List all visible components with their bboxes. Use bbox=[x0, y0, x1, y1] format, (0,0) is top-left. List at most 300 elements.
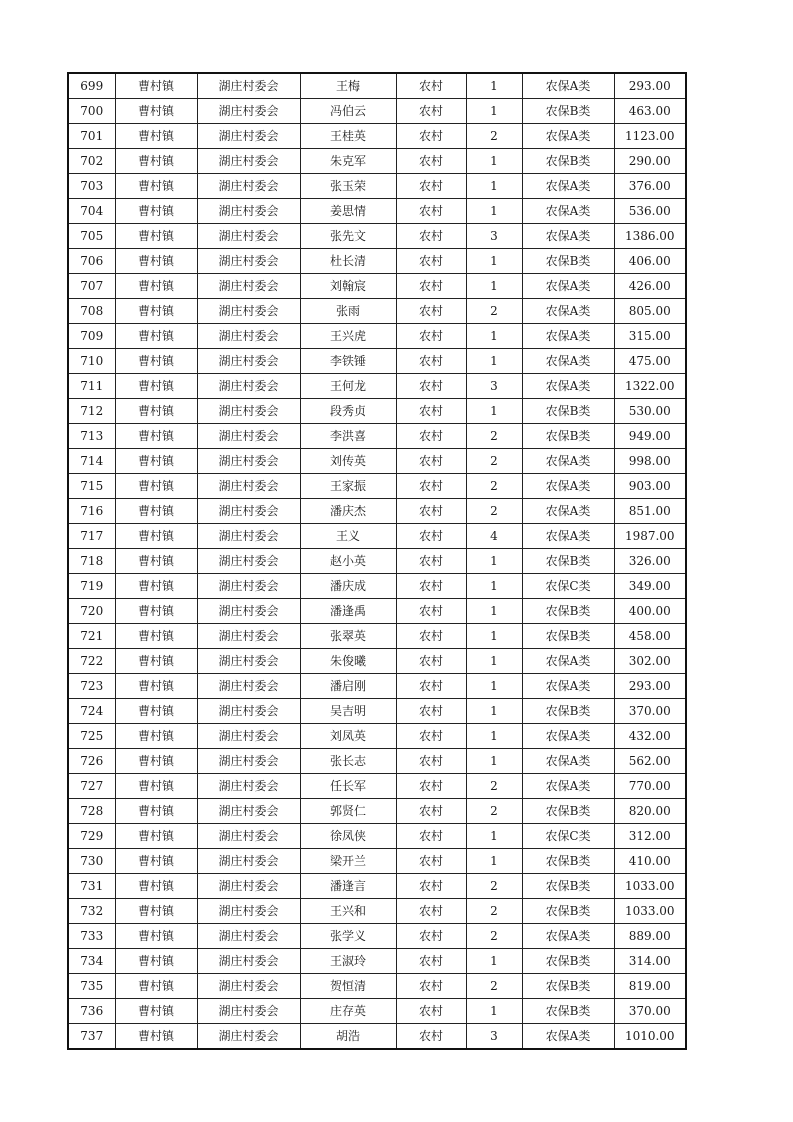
name-cell: 王兴和 bbox=[300, 899, 396, 924]
household-count-cell: 2 bbox=[466, 874, 522, 899]
committee-cell: 湖庄村委会 bbox=[197, 649, 300, 674]
name-cell: 段秀贞 bbox=[300, 399, 396, 424]
area-type-cell: 农村 bbox=[396, 549, 466, 574]
table-row bbox=[68, 73, 686, 99]
table-row bbox=[68, 699, 686, 724]
name-cell: 胡浩 bbox=[300, 1024, 396, 1050]
household-count-cell: 1 bbox=[466, 199, 522, 224]
amount-cell: 1987.00 bbox=[614, 524, 686, 549]
row-number-cell: 709 bbox=[68, 324, 115, 349]
amount-cell: 889.00 bbox=[614, 924, 686, 949]
committee-cell: 湖庄村委会 bbox=[197, 699, 300, 724]
row-number-cell: 713 bbox=[68, 424, 115, 449]
town-cell: 曹村镇 bbox=[115, 374, 197, 399]
amount-cell: 536.00 bbox=[614, 199, 686, 224]
name-cell: 赵小英 bbox=[300, 549, 396, 574]
row-number-cell: 716 bbox=[68, 499, 115, 524]
area-type-cell: 农村 bbox=[396, 499, 466, 524]
amount-cell: 315.00 bbox=[614, 324, 686, 349]
area-type-cell: 农村 bbox=[396, 99, 466, 124]
area-type-cell: 农村 bbox=[396, 349, 466, 374]
row-number-cell: 725 bbox=[68, 724, 115, 749]
name-cell: 梁开兰 bbox=[300, 849, 396, 874]
town-cell: 曹村镇 bbox=[115, 249, 197, 274]
insurance-category-cell: 农保A类 bbox=[522, 774, 614, 799]
amount-cell: 463.00 bbox=[614, 99, 686, 124]
town-cell: 曹村镇 bbox=[115, 799, 197, 824]
town-cell: 曹村镇 bbox=[115, 699, 197, 724]
table-row bbox=[68, 349, 686, 374]
town-cell: 曹村镇 bbox=[115, 499, 197, 524]
area-type-cell: 农村 bbox=[396, 474, 466, 499]
row-number-cell: 707 bbox=[68, 274, 115, 299]
name-cell: 李铁锤 bbox=[300, 349, 396, 374]
area-type-cell: 农村 bbox=[396, 799, 466, 824]
household-count-cell: 2 bbox=[466, 974, 522, 999]
name-cell: 庄存英 bbox=[300, 999, 396, 1024]
insurance-category-cell: 农保A类 bbox=[522, 749, 614, 774]
town-cell: 曹村镇 bbox=[115, 174, 197, 199]
area-type-cell: 农村 bbox=[396, 649, 466, 674]
name-cell: 潘启刚 bbox=[300, 674, 396, 699]
committee-cell: 湖庄村委会 bbox=[197, 149, 300, 174]
name-cell: 张长志 bbox=[300, 749, 396, 774]
household-count-cell: 1 bbox=[466, 99, 522, 124]
committee-cell: 湖庄村委会 bbox=[197, 124, 300, 149]
insurance-category-cell: 农保A类 bbox=[522, 299, 614, 324]
committee-cell: 湖庄村委会 bbox=[197, 449, 300, 474]
insurance-category-cell: 农保B类 bbox=[522, 699, 614, 724]
area-type-cell: 农村 bbox=[396, 324, 466, 349]
name-cell: 张先文 bbox=[300, 224, 396, 249]
area-type-cell: 农村 bbox=[396, 699, 466, 724]
area-type-cell: 农村 bbox=[396, 149, 466, 174]
area-type-cell: 农村 bbox=[396, 724, 466, 749]
committee-cell: 湖庄村委会 bbox=[197, 299, 300, 324]
town-cell: 曹村镇 bbox=[115, 524, 197, 549]
name-cell: 朱克军 bbox=[300, 149, 396, 174]
committee-cell: 湖庄村委会 bbox=[197, 73, 300, 99]
name-cell: 潘庆杰 bbox=[300, 499, 396, 524]
household-count-cell: 2 bbox=[466, 424, 522, 449]
committee-cell: 湖庄村委会 bbox=[197, 974, 300, 999]
insurance-category-cell: 农保A类 bbox=[522, 274, 614, 299]
name-cell: 张玉荣 bbox=[300, 174, 396, 199]
row-number-cell: 728 bbox=[68, 799, 115, 824]
area-type-cell: 农村 bbox=[396, 999, 466, 1024]
name-cell: 吴吉明 bbox=[300, 699, 396, 724]
amount-cell: 293.00 bbox=[614, 73, 686, 99]
table-row bbox=[68, 99, 686, 124]
town-cell: 曹村镇 bbox=[115, 724, 197, 749]
insurance-category-cell: 农保B类 bbox=[522, 399, 614, 424]
committee-cell: 湖庄村委会 bbox=[197, 999, 300, 1024]
row-number-cell: 708 bbox=[68, 299, 115, 324]
name-cell: 张学义 bbox=[300, 924, 396, 949]
household-count-cell: 1 bbox=[466, 399, 522, 424]
committee-cell: 湖庄村委会 bbox=[197, 749, 300, 774]
table-row bbox=[68, 574, 686, 599]
area-type-cell: 农村 bbox=[396, 274, 466, 299]
area-type-cell: 农村 bbox=[396, 224, 466, 249]
insurance-category-cell: 农保B类 bbox=[522, 949, 614, 974]
town-cell: 曹村镇 bbox=[115, 424, 197, 449]
household-count-cell: 2 bbox=[466, 124, 522, 149]
area-type-cell: 农村 bbox=[396, 73, 466, 99]
town-cell: 曹村镇 bbox=[115, 874, 197, 899]
table-row bbox=[68, 974, 686, 999]
amount-cell: 290.00 bbox=[614, 149, 686, 174]
committee-cell: 湖庄村委会 bbox=[197, 624, 300, 649]
table-row bbox=[68, 624, 686, 649]
amount-cell: 302.00 bbox=[614, 649, 686, 674]
name-cell: 王义 bbox=[300, 524, 396, 549]
area-type-cell: 农村 bbox=[396, 849, 466, 874]
amount-cell: 851.00 bbox=[614, 499, 686, 524]
committee-cell: 湖庄村委会 bbox=[197, 174, 300, 199]
row-number-cell: 723 bbox=[68, 674, 115, 699]
committee-cell: 湖庄村委会 bbox=[197, 249, 300, 274]
town-cell: 曹村镇 bbox=[115, 999, 197, 1024]
name-cell: 潘庆成 bbox=[300, 574, 396, 599]
area-type-cell: 农村 bbox=[396, 124, 466, 149]
amount-cell: 370.00 bbox=[614, 999, 686, 1024]
name-cell: 徐凤侠 bbox=[300, 824, 396, 849]
table-row bbox=[68, 124, 686, 149]
insurance-category-cell: 农保A类 bbox=[522, 199, 614, 224]
household-count-cell: 2 bbox=[466, 449, 522, 474]
table-row bbox=[68, 799, 686, 824]
insurance-category-cell: 农保A类 bbox=[522, 73, 614, 99]
table-row bbox=[68, 174, 686, 199]
committee-cell: 湖庄村委会 bbox=[197, 524, 300, 549]
area-type-cell: 农村 bbox=[396, 374, 466, 399]
amount-cell: 376.00 bbox=[614, 174, 686, 199]
row-number-cell: 711 bbox=[68, 374, 115, 399]
amount-cell: 432.00 bbox=[614, 724, 686, 749]
table-row bbox=[68, 299, 686, 324]
name-cell: 杜长清 bbox=[300, 249, 396, 274]
row-number-cell: 736 bbox=[68, 999, 115, 1024]
row-number-cell: 717 bbox=[68, 524, 115, 549]
insurance-category-cell: 农保A类 bbox=[522, 324, 614, 349]
committee-cell: 湖庄村委会 bbox=[197, 924, 300, 949]
insurance-category-cell: 农保B类 bbox=[522, 149, 614, 174]
household-count-cell: 1 bbox=[466, 724, 522, 749]
row-number-cell: 721 bbox=[68, 624, 115, 649]
amount-cell: 293.00 bbox=[614, 674, 686, 699]
name-cell: 王淑玲 bbox=[300, 949, 396, 974]
committee-cell: 湖庄村委会 bbox=[197, 899, 300, 924]
insurance-category-cell: 农保A类 bbox=[522, 474, 614, 499]
household-count-cell: 1 bbox=[466, 174, 522, 199]
table-row bbox=[68, 324, 686, 349]
area-type-cell: 农村 bbox=[396, 749, 466, 774]
insurance-category-cell: 农保B类 bbox=[522, 999, 614, 1024]
area-type-cell: 农村 bbox=[396, 399, 466, 424]
table-row bbox=[68, 199, 686, 224]
amount-cell: 1033.00 bbox=[614, 899, 686, 924]
row-number-cell: 731 bbox=[68, 874, 115, 899]
amount-cell: 998.00 bbox=[614, 449, 686, 474]
household-count-cell: 1 bbox=[466, 599, 522, 624]
committee-cell: 湖庄村委会 bbox=[197, 774, 300, 799]
row-number-cell: 701 bbox=[68, 124, 115, 149]
household-count-cell: 3 bbox=[466, 224, 522, 249]
area-type-cell: 农村 bbox=[396, 424, 466, 449]
insurance-category-cell: 农保C类 bbox=[522, 574, 614, 599]
amount-cell: 1322.00 bbox=[614, 374, 686, 399]
row-number-cell: 722 bbox=[68, 649, 115, 674]
table-row bbox=[68, 949, 686, 974]
insurance-category-cell: 农保A类 bbox=[522, 224, 614, 249]
household-count-cell: 1 bbox=[466, 674, 522, 699]
table-row bbox=[68, 749, 686, 774]
household-count-cell: 1 bbox=[466, 749, 522, 774]
row-number-cell: 719 bbox=[68, 574, 115, 599]
amount-cell: 406.00 bbox=[614, 249, 686, 274]
amount-cell: 530.00 bbox=[614, 399, 686, 424]
insurance-category-cell: 农保B类 bbox=[522, 99, 614, 124]
table-row bbox=[68, 224, 686, 249]
insurance-category-cell: 农保B类 bbox=[522, 849, 614, 874]
table-row bbox=[68, 674, 686, 699]
area-type-cell: 农村 bbox=[396, 824, 466, 849]
area-type-cell: 农村 bbox=[396, 449, 466, 474]
town-cell: 曹村镇 bbox=[115, 749, 197, 774]
committee-cell: 湖庄村委会 bbox=[197, 399, 300, 424]
amount-cell: 1010.00 bbox=[614, 1024, 686, 1050]
committee-cell: 湖庄村委会 bbox=[197, 324, 300, 349]
town-cell: 曹村镇 bbox=[115, 149, 197, 174]
row-number-cell: 705 bbox=[68, 224, 115, 249]
table-row bbox=[68, 399, 686, 424]
row-number-cell: 704 bbox=[68, 199, 115, 224]
name-cell: 张翠英 bbox=[300, 624, 396, 649]
area-type-cell: 农村 bbox=[396, 524, 466, 549]
name-cell: 郭贤仁 bbox=[300, 799, 396, 824]
household-count-cell: 1 bbox=[466, 574, 522, 599]
amount-cell: 903.00 bbox=[614, 474, 686, 499]
committee-cell: 湖庄村委会 bbox=[197, 574, 300, 599]
insurance-category-cell: 农保C类 bbox=[522, 824, 614, 849]
town-cell: 曹村镇 bbox=[115, 824, 197, 849]
name-cell: 冯伯云 bbox=[300, 99, 396, 124]
name-cell: 王梅 bbox=[300, 73, 396, 99]
town-cell: 曹村镇 bbox=[115, 324, 197, 349]
committee-cell: 湖庄村委会 bbox=[197, 874, 300, 899]
town-cell: 曹村镇 bbox=[115, 449, 197, 474]
name-cell: 王家振 bbox=[300, 474, 396, 499]
committee-cell: 湖庄村委会 bbox=[197, 949, 300, 974]
name-cell: 朱俊曦 bbox=[300, 649, 396, 674]
amount-cell: 370.00 bbox=[614, 699, 686, 724]
town-cell: 曹村镇 bbox=[115, 949, 197, 974]
row-number-cell: 730 bbox=[68, 849, 115, 874]
table-row bbox=[68, 274, 686, 299]
insurance-category-cell: 农保A类 bbox=[522, 124, 614, 149]
table-row bbox=[68, 849, 686, 874]
household-count-cell: 1 bbox=[466, 699, 522, 724]
name-cell: 张雨 bbox=[300, 299, 396, 324]
row-number-cell: 699 bbox=[68, 73, 115, 99]
household-count-cell: 1 bbox=[466, 949, 522, 974]
insurance-category-cell: 农保A类 bbox=[522, 924, 614, 949]
household-count-cell: 1 bbox=[466, 824, 522, 849]
committee-cell: 湖庄村委会 bbox=[197, 599, 300, 624]
committee-cell: 湖庄村委会 bbox=[197, 274, 300, 299]
household-count-cell: 3 bbox=[466, 1024, 522, 1050]
row-number-cell: 706 bbox=[68, 249, 115, 274]
row-number-cell: 715 bbox=[68, 474, 115, 499]
household-count-cell: 1 bbox=[466, 549, 522, 574]
town-cell: 曹村镇 bbox=[115, 73, 197, 99]
amount-cell: 805.00 bbox=[614, 299, 686, 324]
insurance-category-cell: 农保B类 bbox=[522, 249, 614, 274]
household-count-cell: 1 bbox=[466, 649, 522, 674]
amount-cell: 410.00 bbox=[614, 849, 686, 874]
town-cell: 曹村镇 bbox=[115, 849, 197, 874]
insurance-category-cell: 农保A类 bbox=[522, 1024, 614, 1050]
household-count-cell: 2 bbox=[466, 774, 522, 799]
table-row bbox=[68, 999, 686, 1024]
table-row bbox=[68, 499, 686, 524]
household-count-cell: 1 bbox=[466, 149, 522, 174]
row-number-cell: 729 bbox=[68, 824, 115, 849]
name-cell: 贺恒清 bbox=[300, 974, 396, 999]
area-type-cell: 农村 bbox=[396, 774, 466, 799]
committee-cell: 湖庄村委会 bbox=[197, 224, 300, 249]
row-number-cell: 732 bbox=[68, 899, 115, 924]
table-row bbox=[68, 774, 686, 799]
insurance-category-cell: 农保B类 bbox=[522, 424, 614, 449]
committee-cell: 湖庄村委会 bbox=[197, 849, 300, 874]
household-count-cell: 2 bbox=[466, 299, 522, 324]
committee-cell: 湖庄村委会 bbox=[197, 824, 300, 849]
area-type-cell: 农村 bbox=[396, 1024, 466, 1050]
household-count-cell: 2 bbox=[466, 899, 522, 924]
committee-cell: 湖庄村委会 bbox=[197, 499, 300, 524]
town-cell: 曹村镇 bbox=[115, 549, 197, 574]
committee-cell: 湖庄村委会 bbox=[197, 374, 300, 399]
committee-cell: 湖庄村委会 bbox=[197, 724, 300, 749]
committee-cell: 湖庄村委会 bbox=[197, 1024, 300, 1050]
insurance-category-cell: 农保B类 bbox=[522, 799, 614, 824]
name-cell: 刘凤英 bbox=[300, 724, 396, 749]
insurance-category-cell: 农保B类 bbox=[522, 549, 614, 574]
town-cell: 曹村镇 bbox=[115, 674, 197, 699]
table-row bbox=[68, 424, 686, 449]
town-cell: 曹村镇 bbox=[115, 649, 197, 674]
town-cell: 曹村镇 bbox=[115, 199, 197, 224]
committee-cell: 湖庄村委会 bbox=[197, 799, 300, 824]
household-count-cell: 3 bbox=[466, 374, 522, 399]
amount-cell: 475.00 bbox=[614, 349, 686, 374]
insurance-category-cell: 农保A类 bbox=[522, 649, 614, 674]
insurance-category-cell: 农保A类 bbox=[522, 349, 614, 374]
household-count-cell: 1 bbox=[466, 324, 522, 349]
row-number-cell: 737 bbox=[68, 1024, 115, 1050]
area-type-cell: 农村 bbox=[396, 899, 466, 924]
area-type-cell: 农村 bbox=[396, 174, 466, 199]
row-number-cell: 724 bbox=[68, 699, 115, 724]
household-count-cell: 2 bbox=[466, 924, 522, 949]
row-number-cell: 703 bbox=[68, 174, 115, 199]
amount-cell: 312.00 bbox=[614, 824, 686, 849]
table-row bbox=[68, 449, 686, 474]
household-count-cell: 1 bbox=[466, 624, 522, 649]
insurance-category-cell: 农保A类 bbox=[522, 449, 614, 474]
row-number-cell: 726 bbox=[68, 749, 115, 774]
name-cell: 王兴虎 bbox=[300, 324, 396, 349]
amount-cell: 400.00 bbox=[614, 599, 686, 624]
town-cell: 曹村镇 bbox=[115, 99, 197, 124]
insurance-category-cell: 农保A类 bbox=[522, 499, 614, 524]
insurance-category-cell: 农保B类 bbox=[522, 974, 614, 999]
committee-cell: 湖庄村委会 bbox=[197, 549, 300, 574]
insurance-category-cell: 农保B类 bbox=[522, 599, 614, 624]
town-cell: 曹村镇 bbox=[115, 974, 197, 999]
name-cell: 刘传英 bbox=[300, 449, 396, 474]
town-cell: 曹村镇 bbox=[115, 774, 197, 799]
town-cell: 曹村镇 bbox=[115, 474, 197, 499]
household-count-cell: 4 bbox=[466, 524, 522, 549]
table-row bbox=[68, 899, 686, 924]
name-cell: 李洪喜 bbox=[300, 424, 396, 449]
table-row bbox=[68, 649, 686, 674]
area-type-cell: 农村 bbox=[396, 574, 466, 599]
household-count-cell: 2 bbox=[466, 799, 522, 824]
committee-cell: 湖庄村委会 bbox=[197, 674, 300, 699]
name-cell: 刘翰宸 bbox=[300, 274, 396, 299]
amount-cell: 949.00 bbox=[614, 424, 686, 449]
row-number-cell: 727 bbox=[68, 774, 115, 799]
household-count-cell: 1 bbox=[466, 274, 522, 299]
row-number-cell: 702 bbox=[68, 149, 115, 174]
household-count-cell: 1 bbox=[466, 349, 522, 374]
area-type-cell: 农村 bbox=[396, 924, 466, 949]
area-type-cell: 农村 bbox=[396, 674, 466, 699]
insurance-category-cell: 农保B类 bbox=[522, 899, 614, 924]
name-cell: 王桂英 bbox=[300, 124, 396, 149]
insurance-category-cell: 农保A类 bbox=[522, 174, 614, 199]
household-count-cell: 2 bbox=[466, 499, 522, 524]
name-cell: 潘逢禹 bbox=[300, 599, 396, 624]
town-cell: 曹村镇 bbox=[115, 299, 197, 324]
row-number-cell: 700 bbox=[68, 99, 115, 124]
name-cell: 潘逢言 bbox=[300, 874, 396, 899]
insurance-category-cell: 农保B类 bbox=[522, 874, 614, 899]
committee-cell: 湖庄村委会 bbox=[197, 99, 300, 124]
town-cell: 曹村镇 bbox=[115, 124, 197, 149]
insurance-category-cell: 农保A类 bbox=[522, 724, 614, 749]
household-count-cell: 1 bbox=[466, 999, 522, 1024]
row-number-cell: 735 bbox=[68, 974, 115, 999]
household-count-cell: 1 bbox=[466, 849, 522, 874]
insurance-category-cell: 农保B类 bbox=[522, 624, 614, 649]
name-cell: 姜思情 bbox=[300, 199, 396, 224]
amount-cell: 326.00 bbox=[614, 549, 686, 574]
area-type-cell: 农村 bbox=[396, 599, 466, 624]
table-row bbox=[68, 524, 686, 549]
row-number-cell: 712 bbox=[68, 399, 115, 424]
town-cell: 曹村镇 bbox=[115, 274, 197, 299]
area-type-cell: 农村 bbox=[396, 874, 466, 899]
amount-cell: 820.00 bbox=[614, 799, 686, 824]
table-row bbox=[68, 549, 686, 574]
town-cell: 曹村镇 bbox=[115, 599, 197, 624]
insurance-category-cell: 农保A类 bbox=[522, 374, 614, 399]
